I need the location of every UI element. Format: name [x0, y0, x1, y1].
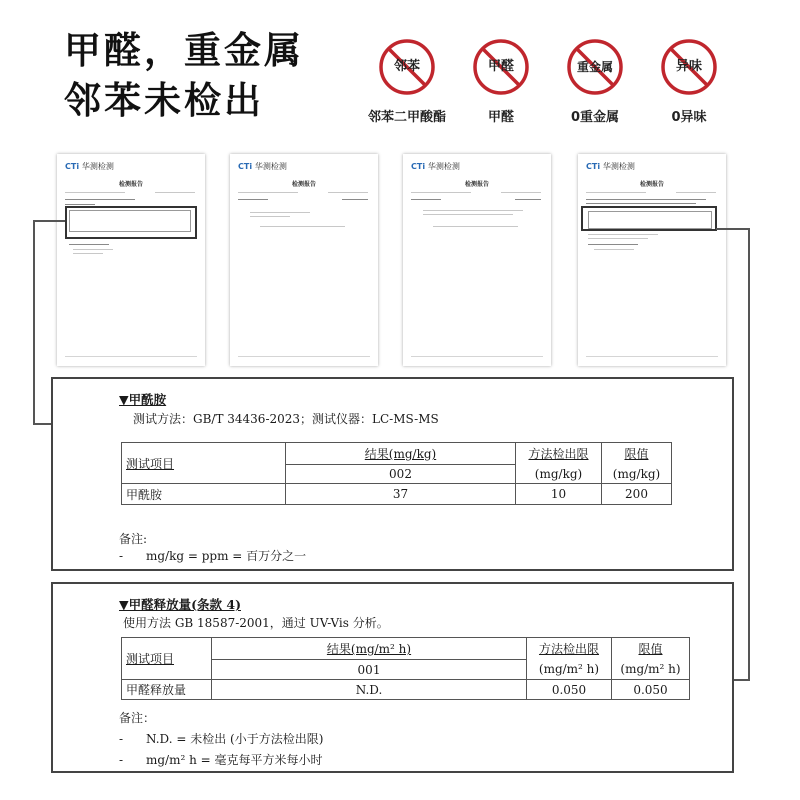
- header-mdl: 方法检出限: [527, 638, 612, 660]
- badge-heavy-metal: [560, 38, 630, 125]
- report-title: 检测报告: [464, 181, 489, 188]
- formamide-result-panel: [51, 377, 734, 571]
- limit-unit: (mg/kg): [602, 465, 672, 484]
- note-item: - N.D. = 未检出 (小于方法检出限): [119, 732, 324, 746]
- note-item: - mg/m² h = 毫克每平方米每小时: [119, 753, 323, 767]
- prohibited-icon: [566, 38, 624, 96]
- badge-icon-text: 邻苯: [393, 59, 420, 74]
- cti-logo: CTi 华测检测: [238, 162, 287, 171]
- badge-odor: [654, 38, 724, 125]
- connector-line: [33, 220, 35, 425]
- row-result: N.D.: [212, 680, 527, 700]
- badge-phthalate: [367, 38, 446, 125]
- connector-line: [33, 423, 53, 425]
- header-test-item: 测试项目: [122, 638, 212, 680]
- headline-line-2: 邻苯未检出: [64, 79, 264, 122]
- highlight-frame: [65, 206, 197, 239]
- sample-number: 002: [286, 465, 516, 484]
- cti-logo: CTi 华测检测: [586, 162, 635, 171]
- highlight-frame: [581, 206, 717, 231]
- prohibited-icon: [472, 38, 530, 96]
- headline: [64, 26, 304, 126]
- report-thumbnail-4[interactable]: [578, 154, 726, 366]
- header-limit: 限值: [612, 638, 690, 660]
- prohibited-icon: [378, 38, 436, 96]
- row-result: 37: [286, 484, 516, 505]
- badge-caption: 邻苯二甲酸酯: [367, 110, 446, 125]
- report-title: 检测报告: [118, 181, 143, 188]
- badge-caption: 0异味: [671, 110, 707, 125]
- limit-unit: (mg/m² h): [612, 660, 690, 680]
- notes-label: 备注：: [119, 711, 156, 725]
- connector-line: [716, 228, 750, 230]
- result-table: [121, 637, 690, 700]
- headline-line-1: 甲醛，重金属: [64, 29, 304, 72]
- section-title: ▼甲酰胺: [119, 392, 167, 407]
- row-limit: 200: [602, 484, 672, 505]
- row-mdl: 10: [516, 484, 602, 505]
- prohibited-icon: [660, 38, 718, 96]
- result-table: [121, 442, 672, 505]
- header-mdl: 方法检出限: [516, 443, 602, 465]
- cti-logo: CTi 华测检测: [65, 162, 114, 171]
- mdl-unit: (mg/kg): [516, 465, 602, 484]
- report-thumbnail-3[interactable]: [403, 154, 551, 366]
- row-test-item: 甲酰胺: [122, 484, 286, 505]
- connector-line: [33, 220, 65, 222]
- cti-logo: CTi 华测检测: [411, 162, 460, 171]
- header-result: 结果(mg/kg): [286, 443, 516, 465]
- section-title: ▼甲醛释放量(条款 4): [119, 597, 241, 612]
- badge-icon-text: 异味: [675, 59, 702, 74]
- badge-icon-text: 甲醛: [487, 59, 514, 74]
- notes-label: 备注:: [119, 532, 148, 546]
- test-method: 使用方法 GB 18587-2001，通过 UV-Vis 分析。: [123, 616, 389, 630]
- badge-caption: 0重金属: [570, 110, 620, 125]
- connector-line: [732, 679, 750, 681]
- header-result: 结果(mg/m² h): [212, 638, 527, 660]
- row-test-item: 甲醛释放量: [122, 680, 212, 700]
- row-mdl: 0.050: [527, 680, 612, 700]
- report-thumbnail-1[interactable]: [57, 154, 205, 366]
- row-limit: 0.050: [612, 680, 690, 700]
- mdl-unit: (mg/m² h): [527, 660, 612, 680]
- badge-icon-text: 重金属: [576, 60, 613, 74]
- report-thumbnail-2[interactable]: [230, 154, 378, 366]
- header-test-item: 测试项目: [122, 443, 286, 484]
- badge-formaldehyde: [466, 38, 536, 125]
- note-item: - mg/kg = ppm = 百万分之一: [119, 549, 307, 563]
- connector-line: [748, 228, 750, 681]
- report-title: 检测报告: [639, 181, 664, 188]
- sample-number: 001: [212, 660, 527, 680]
- test-method: 测试方法：GB/T 34436-2023；测试仪器：LC-MS-MS: [133, 412, 439, 426]
- badge-caption: 甲醛: [487, 110, 514, 125]
- header-limit: 限值: [602, 443, 672, 465]
- report-title: 检测报告: [291, 181, 316, 188]
- formaldehyde-release-panel: [51, 582, 734, 773]
